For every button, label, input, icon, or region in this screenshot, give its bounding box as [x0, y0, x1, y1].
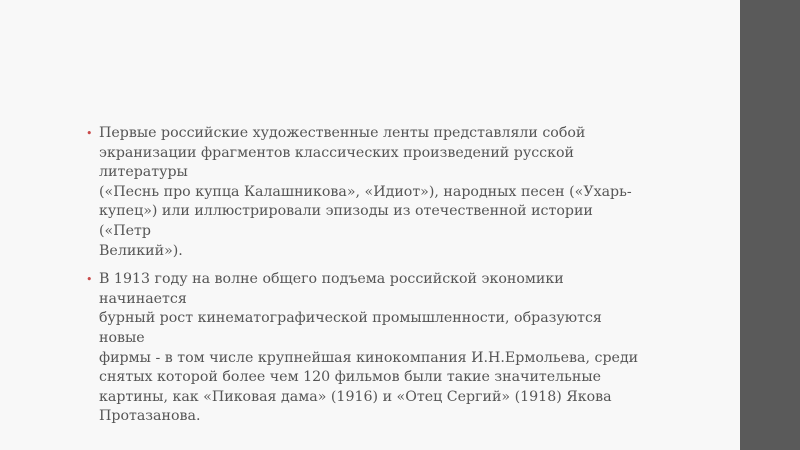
bullet-text-line: фирмы - в том числе крупнейшая кинокомпания И.Н.Ермольева, среди — [99, 349, 639, 366]
bullet-text-line: Первые российские художественные ленты представляли собой — [99, 125, 586, 141]
bullet-item — [86, 124, 646, 261]
bullet-text-line: картины, как «Пиковая дама» (1916) и «Отец Сергий» (1918) Якова — [99, 388, 612, 405]
bullet-text-line: («Песнь про купца Калашникова», «Идиот»), народных песен («Ухарь- — [99, 183, 632, 200]
bullet-text-line: В 1913 году на волне общего подъема российской экономики начинается — [99, 271, 564, 307]
bullet-text-line: снятых которой более чем 120 фильмов были такие значительные — [99, 369, 602, 386]
bullet-text-line: Великий»). — [99, 242, 183, 259]
bullet-item — [86, 270, 646, 427]
bullet-text-line: купец») или иллюстрировали эпизоды из отечественной истории («Петр — [99, 203, 593, 239]
bullet-text-line: бурный рост кинематографической промышленности, образуются новые — [99, 310, 602, 346]
side-bar — [740, 0, 800, 450]
bullet-list — [86, 124, 646, 436]
bullet-icon: • — [86, 127, 93, 140]
bullet-text-line: Протазанова. — [99, 408, 201, 425]
bullet-text-line: экранизации фрагментов классических произведений русской литературы — [99, 144, 574, 181]
bullet-icon: • — [86, 273, 93, 287]
